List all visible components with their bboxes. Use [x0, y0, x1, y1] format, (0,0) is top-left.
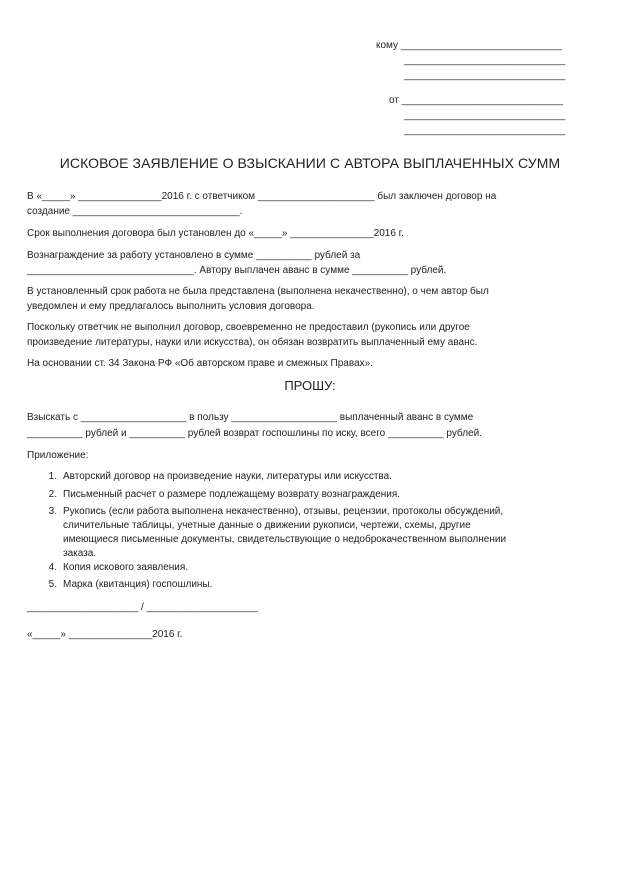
attachment-item-3-line-3: имеющиеся письменные документы, свидетельствующие о недоброкачественном выполнении — [63, 534, 507, 545]
paragraph-6-line-1: На основании ст. 34 Закона РФ «Об авторском праве и смежных Правах». — [27, 358, 373, 369]
attachment-number: 1. — [48, 471, 57, 482]
paragraph-1-line-1: В «_____» _______________2016 г. с ответчиком _____________________ был заключен договор на — [27, 191, 497, 202]
to-line-1: кому _____________________________ — [376, 40, 563, 51]
paragraph-4-line-2: уведомлен и ему предлагалось выполнить условия договора. — [27, 301, 315, 312]
attachment-number: 4. — [48, 562, 57, 573]
from-line-3: _____________________________ — [404, 125, 566, 136]
attachment-item-5: Марка (квитанция) госпошлины. — [63, 579, 213, 590]
paragraph-1-line-2: создание ______________________________. — [27, 206, 243, 217]
attachment-number: 2. — [48, 489, 57, 500]
request-line-1: Взыскать с ___________________ в пользу ___________________ выплаченный аванс в сумме — [27, 412, 474, 423]
to-line-3: _____________________________ — [404, 70, 566, 81]
from-line-2: _____________________________ — [404, 110, 566, 121]
attachment-item-3-line-2: сличительные таблицы, учетные данные о движении рукописи, чертежи, схемы, другие — [63, 520, 471, 531]
from-line-1: от _____________________________ — [389, 95, 563, 106]
paragraph-2-line-1: Срок выполнения договора был установлен до «_____» _______________2016 г. — [27, 228, 404, 239]
paragraph-5-line-1: Поскольку ответчик не выполнил договор, своевременно не предоставил (рукопись или другое — [27, 322, 470, 333]
paragraph-3-line-1: Вознаграждение за работу установлено в сумме __________ рублей за — [27, 250, 361, 261]
date-line: «_____» _______________2016 г. — [27, 629, 183, 640]
request-line-2: __________ рублей и __________ рублей возврат госпошлины по иску, всего __________ рублей. — [27, 428, 482, 439]
attachment-item-2: Письменный расчет о размере подлежащему возврату вознаграждения. — [63, 489, 401, 500]
attachment-item-3-line-4: заказа. — [63, 548, 97, 559]
paragraph-5-line-2: произведение литературы, науки или искусства), он обязан возвратить выплаченный ему аванс. — [27, 337, 478, 348]
to-line-2: _____________________________ — [404, 55, 566, 66]
attachment-item-4: Копия искового заявления. — [63, 562, 189, 573]
request-heading: ПРОШУ: — [284, 378, 336, 393]
paragraph-3-line-2: ______________________________. Автору выплачен аванс в сумме __________ рублей. — [27, 265, 447, 276]
paragraph-4-line-1: В установленный срок работа не была представлена (выполнена некачественно), о чем автор был — [27, 286, 489, 297]
attachment-item-1: Авторский договор на произведение науки, литературы или искусства. — [63, 471, 392, 482]
attachment-item-3-line-1: Рукопись (если работа выполнена некачественно), отзывы, рецензии, протоколы обсуждений, — [63, 506, 504, 517]
document-title: ИСКОВОЕ ЗАЯВЛЕНИЕ О ВЗЫСКАНИИ С АВТОРА ВЫПЛАЧЕННЫХ СУММ — [59, 155, 561, 171]
attachment-number: 3. — [48, 506, 57, 517]
attachments-label: Приложение: — [27, 450, 89, 461]
attachment-number: 5. — [48, 579, 57, 590]
signature-line: ____________________ / ____________________ — [27, 602, 258, 613]
